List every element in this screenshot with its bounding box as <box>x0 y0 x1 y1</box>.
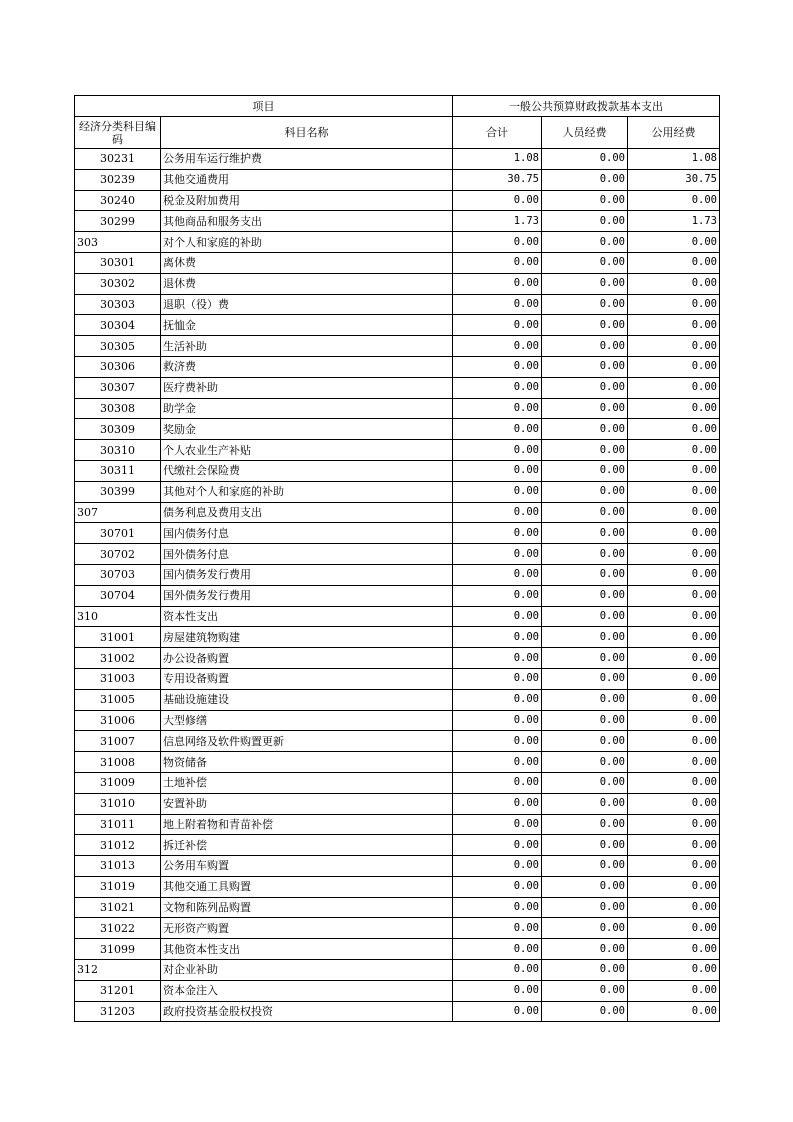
personnel-cell: 0.00 <box>542 377 628 398</box>
header-personnel: 人员经费 <box>542 117 628 149</box>
personnel-cell: 0.00 <box>542 731 628 752</box>
code-cell: 312 <box>75 960 161 981</box>
public-cell: 0.00 <box>628 918 720 939</box>
total-cell: 0.00 <box>453 1001 542 1022</box>
total-cell: 0.00 <box>453 835 542 856</box>
total-cell: 0.00 <box>453 856 542 877</box>
table-row <box>75 627 720 648</box>
table-row <box>75 523 720 544</box>
total-cell: 0.00 <box>453 585 542 606</box>
header-code: 经济分类科目编码 <box>75 117 161 149</box>
personnel-cell: 0.00 <box>542 211 628 232</box>
personnel-cell: 0.00 <box>542 793 628 814</box>
name-cell: 房屋建筑物购建 <box>161 627 453 648</box>
total-cell: 0.00 <box>453 336 542 357</box>
public-cell: 0.00 <box>628 460 720 481</box>
public-cell: 0.00 <box>628 377 720 398</box>
code-cell: 30704 <box>75 585 161 606</box>
name-cell: 地上附着物和青苗补偿 <box>161 814 453 835</box>
table-row <box>75 752 720 773</box>
code-cell: 31010 <box>75 793 161 814</box>
public-cell: 0.00 <box>628 502 720 523</box>
public-cell: 1.08 <box>628 149 720 170</box>
public-cell: 0.00 <box>628 585 720 606</box>
total-cell: 0.00 <box>453 960 542 981</box>
name-cell: 退休费 <box>161 273 453 294</box>
code-cell: 30703 <box>75 564 161 585</box>
public-cell: 0.00 <box>628 315 720 336</box>
name-cell: 债务利息及费用支出 <box>161 502 453 523</box>
name-cell: 其他资本性支出 <box>161 939 453 960</box>
name-cell: 资本金注入 <box>161 980 453 1001</box>
personnel-cell: 0.00 <box>542 606 628 627</box>
public-cell: 0.00 <box>628 273 720 294</box>
total-cell: 30.75 <box>453 169 542 190</box>
total-cell: 0.00 <box>453 939 542 960</box>
total-cell: 0.00 <box>453 252 542 273</box>
total-cell: 0.00 <box>453 440 542 461</box>
code-cell: 30305 <box>75 336 161 357</box>
code-cell: 31011 <box>75 814 161 835</box>
table-row <box>75 648 720 669</box>
name-cell: 其他交通费用 <box>161 169 453 190</box>
total-cell: 0.00 <box>453 689 542 710</box>
public-cell: 0.00 <box>628 980 720 1001</box>
public-cell: 0.00 <box>628 668 720 689</box>
name-cell: 政府投资基金股权投资 <box>161 1001 453 1022</box>
code-cell: 30308 <box>75 398 161 419</box>
name-cell: 资本性支出 <box>161 606 453 627</box>
name-cell: 救济费 <box>161 356 453 377</box>
total-cell: 0.00 <box>453 419 542 440</box>
code-cell: 30240 <box>75 190 161 211</box>
public-cell: 0.00 <box>628 960 720 981</box>
personnel-cell: 0.00 <box>542 294 628 315</box>
table-row <box>75 814 720 835</box>
code-cell: 31008 <box>75 752 161 773</box>
code-cell: 30701 <box>75 523 161 544</box>
personnel-cell: 0.00 <box>542 523 628 544</box>
code-cell: 30231 <box>75 149 161 170</box>
personnel-cell: 0.00 <box>542 856 628 877</box>
personnel-cell: 0.00 <box>542 315 628 336</box>
total-cell: 0.00 <box>453 668 542 689</box>
code-cell: 30304 <box>75 315 161 336</box>
table-row <box>75 481 720 502</box>
table-row <box>75 918 720 939</box>
name-cell: 公务用车运行维护费 <box>161 149 453 170</box>
personnel-cell: 0.00 <box>542 939 628 960</box>
personnel-cell: 0.00 <box>542 918 628 939</box>
personnel-cell: 0.00 <box>542 460 628 481</box>
total-cell: 0.00 <box>453 772 542 793</box>
total-cell: 0.00 <box>453 377 542 398</box>
header-total: 合计 <box>453 117 542 149</box>
public-cell: 0.00 <box>628 252 720 273</box>
total-cell: 0.00 <box>453 232 542 253</box>
name-cell: 其他商品和服务支出 <box>161 211 453 232</box>
code-cell: 30307 <box>75 377 161 398</box>
code-cell: 30302 <box>75 273 161 294</box>
table-row <box>75 585 720 606</box>
public-cell: 0.00 <box>628 689 720 710</box>
code-cell: 30702 <box>75 544 161 565</box>
public-cell: 0.00 <box>628 190 720 211</box>
header-row-top <box>75 96 720 117</box>
name-cell: 代缴社会保险费 <box>161 460 453 481</box>
personnel-cell: 0.00 <box>542 544 628 565</box>
name-cell: 离休费 <box>161 252 453 273</box>
name-cell: 奖励金 <box>161 419 453 440</box>
total-cell: 0.00 <box>453 752 542 773</box>
total-cell: 0.00 <box>453 897 542 918</box>
total-cell: 0.00 <box>453 731 542 752</box>
personnel-cell: 0.00 <box>542 190 628 211</box>
public-cell: 0.00 <box>628 897 720 918</box>
table-row <box>75 294 720 315</box>
total-cell: 0.00 <box>453 918 542 939</box>
public-cell: 0.00 <box>628 398 720 419</box>
personnel-cell: 0.00 <box>542 398 628 419</box>
code-cell: 31099 <box>75 939 161 960</box>
name-cell: 税金及附加费用 <box>161 190 453 211</box>
public-cell: 1.73 <box>628 211 720 232</box>
public-cell: 0.00 <box>628 606 720 627</box>
code-cell: 31001 <box>75 627 161 648</box>
public-cell: 0.00 <box>628 648 720 669</box>
name-cell: 公务用车购置 <box>161 856 453 877</box>
table-row <box>75 273 720 294</box>
public-cell: 0.00 <box>628 564 720 585</box>
total-cell: 0.00 <box>453 294 542 315</box>
public-cell: 0.00 <box>628 752 720 773</box>
total-cell: 0.00 <box>453 814 542 835</box>
code-cell: 30306 <box>75 356 161 377</box>
code-cell: 30399 <box>75 481 161 502</box>
name-cell: 国外债务发行费用 <box>161 585 453 606</box>
personnel-cell: 0.00 <box>542 273 628 294</box>
name-cell: 国外债务付息 <box>161 544 453 565</box>
code-cell: 31021 <box>75 897 161 918</box>
public-cell: 0.00 <box>628 232 720 253</box>
name-cell: 文物和陈列品购置 <box>161 897 453 918</box>
public-cell: 0.00 <box>628 835 720 856</box>
table-row <box>75 419 720 440</box>
name-cell: 土地补偿 <box>161 772 453 793</box>
table-row <box>75 169 720 190</box>
total-cell: 0.00 <box>453 876 542 897</box>
header-group: 一般公共预算财政拨款基本支出 <box>453 96 720 117</box>
code-cell: 30310 <box>75 440 161 461</box>
public-cell: 0.00 <box>628 710 720 731</box>
public-cell: 0.00 <box>628 356 720 377</box>
code-cell: 31009 <box>75 772 161 793</box>
table-row <box>75 336 720 357</box>
code-cell: 31003 <box>75 668 161 689</box>
total-cell: 0.00 <box>453 793 542 814</box>
total-cell: 0.00 <box>453 398 542 419</box>
public-cell: 0.00 <box>628 294 720 315</box>
total-cell: 0.00 <box>453 627 542 648</box>
personnel-cell: 0.00 <box>542 668 628 689</box>
header-name: 科目名称 <box>161 117 453 149</box>
public-cell: 0.00 <box>628 793 720 814</box>
table-row <box>75 315 720 336</box>
personnel-cell: 0.00 <box>542 627 628 648</box>
total-cell: 0.00 <box>453 710 542 731</box>
personnel-cell: 0.00 <box>542 689 628 710</box>
code-cell: 30299 <box>75 211 161 232</box>
table-row <box>75 149 720 170</box>
name-cell: 抚恤金 <box>161 315 453 336</box>
public-cell: 0.00 <box>628 481 720 502</box>
table-row <box>75 731 720 752</box>
table-row <box>75 460 720 481</box>
table-row <box>75 668 720 689</box>
table-row <box>75 793 720 814</box>
personnel-cell: 0.00 <box>542 481 628 502</box>
personnel-cell: 0.00 <box>542 502 628 523</box>
personnel-cell: 0.00 <box>542 149 628 170</box>
table-row <box>75 835 720 856</box>
code-cell: 31007 <box>75 731 161 752</box>
total-cell: 0.00 <box>453 980 542 1001</box>
total-cell: 0.00 <box>453 523 542 544</box>
code-cell: 31012 <box>75 835 161 856</box>
public-cell: 0.00 <box>628 876 720 897</box>
table-row <box>75 960 720 981</box>
total-cell: 1.08 <box>453 149 542 170</box>
header-public: 公用经费 <box>628 117 720 149</box>
header-project: 项目 <box>75 96 453 117</box>
code-cell: 31022 <box>75 918 161 939</box>
public-cell: 0.00 <box>628 856 720 877</box>
name-cell: 安置补助 <box>161 793 453 814</box>
table-row <box>75 606 720 627</box>
personnel-cell: 0.00 <box>542 960 628 981</box>
public-cell: 0.00 <box>628 814 720 835</box>
name-cell: 国内债务发行费用 <box>161 564 453 585</box>
budget-table <box>74 95 720 1022</box>
code-cell: 31019 <box>75 876 161 897</box>
table-row <box>75 398 720 419</box>
table-row <box>75 377 720 398</box>
personnel-cell: 0.00 <box>542 897 628 918</box>
personnel-cell: 0.00 <box>542 835 628 856</box>
table-row <box>75 876 720 897</box>
name-cell: 办公设备购置 <box>161 648 453 669</box>
public-cell: 0.00 <box>628 440 720 461</box>
name-cell: 生活补助 <box>161 336 453 357</box>
table-row <box>75 856 720 877</box>
personnel-cell: 0.00 <box>542 752 628 773</box>
total-cell: 0.00 <box>453 544 542 565</box>
table-row <box>75 710 720 731</box>
code-cell: 31002 <box>75 648 161 669</box>
code-cell: 30309 <box>75 419 161 440</box>
personnel-cell: 0.00 <box>542 169 628 190</box>
name-cell: 国内债务付息 <box>161 523 453 544</box>
personnel-cell: 0.00 <box>542 585 628 606</box>
name-cell: 无形资产购置 <box>161 918 453 939</box>
table-row <box>75 252 720 273</box>
table-row <box>75 897 720 918</box>
personnel-cell: 0.00 <box>542 440 628 461</box>
code-cell: 307 <box>75 502 161 523</box>
total-cell: 0.00 <box>453 648 542 669</box>
public-cell: 30.75 <box>628 169 720 190</box>
table-row <box>75 980 720 1001</box>
personnel-cell: 0.00 <box>542 772 628 793</box>
code-cell: 30311 <box>75 460 161 481</box>
public-cell: 0.00 <box>628 336 720 357</box>
total-cell: 0.00 <box>453 356 542 377</box>
name-cell: 个人农业生产补贴 <box>161 440 453 461</box>
name-cell: 退职（役）费 <box>161 294 453 315</box>
total-cell: 0.00 <box>453 460 542 481</box>
personnel-cell: 0.00 <box>542 1001 628 1022</box>
name-cell: 其他对个人和家庭的补助 <box>161 481 453 502</box>
total-cell: 0.00 <box>453 606 542 627</box>
code-cell: 31203 <box>75 1001 161 1022</box>
public-cell: 0.00 <box>628 1001 720 1022</box>
table-row <box>75 689 720 710</box>
public-cell: 0.00 <box>628 627 720 648</box>
personnel-cell: 0.00 <box>542 232 628 253</box>
table-row <box>75 564 720 585</box>
public-cell: 0.00 <box>628 731 720 752</box>
name-cell: 专用设备购置 <box>161 668 453 689</box>
personnel-cell: 0.00 <box>542 648 628 669</box>
code-cell: 303 <box>75 232 161 253</box>
total-cell: 1.73 <box>453 211 542 232</box>
public-cell: 0.00 <box>628 772 720 793</box>
code-cell: 31006 <box>75 710 161 731</box>
table-row <box>75 211 720 232</box>
code-cell: 31005 <box>75 689 161 710</box>
personnel-cell: 0.00 <box>542 710 628 731</box>
name-cell: 拆迁补偿 <box>161 835 453 856</box>
table-row <box>75 190 720 211</box>
personnel-cell: 0.00 <box>542 252 628 273</box>
name-cell: 对企业补助 <box>161 960 453 981</box>
table-row <box>75 356 720 377</box>
table-row <box>75 772 720 793</box>
personnel-cell: 0.00 <box>542 356 628 377</box>
personnel-cell: 0.00 <box>542 419 628 440</box>
name-cell: 对个人和家庭的补助 <box>161 232 453 253</box>
name-cell: 物资储备 <box>161 752 453 773</box>
public-cell: 0.00 <box>628 419 720 440</box>
total-cell: 0.00 <box>453 190 542 211</box>
name-cell: 其他交通工具购置 <box>161 876 453 897</box>
personnel-cell: 0.00 <box>542 876 628 897</box>
code-cell: 30303 <box>75 294 161 315</box>
total-cell: 0.00 <box>453 502 542 523</box>
name-cell: 大型修缮 <box>161 710 453 731</box>
table-row <box>75 1001 720 1022</box>
total-cell: 0.00 <box>453 273 542 294</box>
total-cell: 0.00 <box>453 315 542 336</box>
code-cell: 310 <box>75 606 161 627</box>
public-cell: 0.00 <box>628 523 720 544</box>
code-cell: 30301 <box>75 252 161 273</box>
table-row <box>75 440 720 461</box>
table-row <box>75 502 720 523</box>
table-row <box>75 232 720 253</box>
personnel-cell: 0.00 <box>542 980 628 1001</box>
code-cell: 31013 <box>75 856 161 877</box>
name-cell: 基础设施建设 <box>161 689 453 710</box>
table-row <box>75 544 720 565</box>
code-cell: 30239 <box>75 169 161 190</box>
total-cell: 0.00 <box>453 564 542 585</box>
header-row-sub <box>75 117 720 149</box>
code-cell: 31201 <box>75 980 161 1001</box>
public-cell: 0.00 <box>628 939 720 960</box>
personnel-cell: 0.00 <box>542 564 628 585</box>
total-cell: 0.00 <box>453 481 542 502</box>
public-cell: 0.00 <box>628 544 720 565</box>
table-row <box>75 939 720 960</box>
name-cell: 医疗费补助 <box>161 377 453 398</box>
name-cell: 信息网络及软件购置更新 <box>161 731 453 752</box>
name-cell: 助学金 <box>161 398 453 419</box>
personnel-cell: 0.00 <box>542 336 628 357</box>
personnel-cell: 0.00 <box>542 814 628 835</box>
